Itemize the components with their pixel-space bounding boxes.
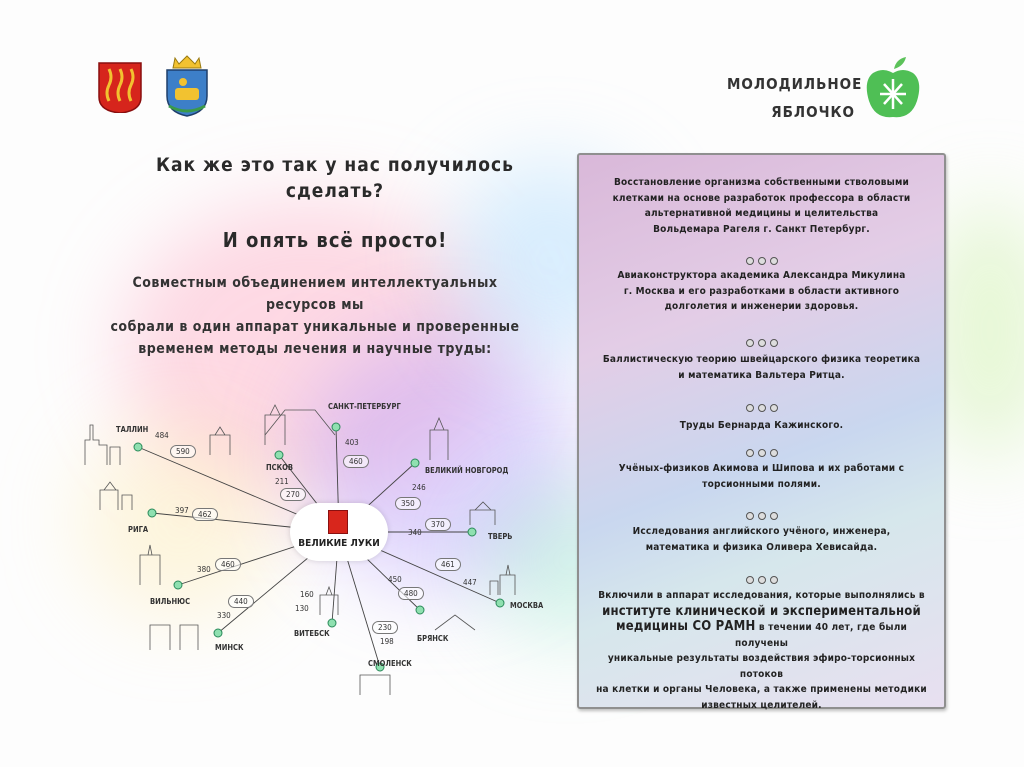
dist-bryansk-b: 480 bbox=[398, 587, 424, 600]
panel-item-1-line: Восстановление организма собственными стволовыми bbox=[614, 177, 909, 188]
dist-vilnius-b: 460 bbox=[215, 558, 241, 571]
dist-moscow-a: 461 bbox=[435, 558, 461, 571]
dist-bryansk-a: 450 bbox=[388, 575, 402, 584]
dist-tver-a: 340 bbox=[408, 528, 422, 537]
dist-riga-b: 462 bbox=[192, 508, 218, 521]
dist-riga-a: 397 bbox=[175, 506, 189, 515]
panel-item-5 bbox=[591, 461, 932, 492]
page-title bbox=[150, 152, 520, 204]
city-moscow: МОСКВА bbox=[510, 601, 544, 610]
panel-item-2-line: Авиаконструктора академика Александра Микулина bbox=[617, 270, 906, 281]
dist-spb-a: 403 bbox=[345, 438, 359, 447]
dist-pskov-b: 270 bbox=[280, 488, 306, 501]
dist-vilnius-a: 380 bbox=[197, 565, 211, 574]
separator-dots bbox=[579, 505, 944, 524]
panel-item-7-emphasis: медицины СО РАМН bbox=[615, 619, 756, 634]
page-subtitle: И опять всё просто! bbox=[222, 228, 448, 252]
city-bryansk: БРЯНСК bbox=[417, 634, 449, 643]
dist-smolensk-b: 198 bbox=[380, 637, 394, 646]
intro-line-3: временем методы лечения и научные труды: bbox=[138, 341, 492, 357]
separator-dots bbox=[579, 397, 944, 416]
intro-text bbox=[95, 272, 535, 360]
city-network-diagram bbox=[70, 385, 570, 715]
dist-smolensk-a: 230 bbox=[372, 621, 398, 634]
panel-item-7-line: на клетки и органы Человека, а также применены методики bbox=[596, 684, 927, 695]
dist-spb-b: 460 bbox=[343, 455, 369, 468]
hub-label: ВЕЛИКИЕ ЛУКИ bbox=[298, 538, 380, 549]
pskov-region-coat-of-arms bbox=[161, 54, 213, 118]
separator-dots bbox=[579, 442, 944, 461]
velikie-luki-flag-icon bbox=[328, 510, 348, 534]
dist-minsk-a: 440 bbox=[228, 595, 254, 608]
dist-tallinn-b: 590 bbox=[170, 445, 196, 458]
panel-item-7-text: в течении 40 лет, где были получены bbox=[734, 622, 908, 649]
dist-tallinn-a: 484 bbox=[155, 431, 169, 440]
title-line-1: Как же это так у нас получилось bbox=[156, 154, 514, 176]
panel-item-4 bbox=[591, 418, 932, 434]
panel-item-7-line: известных целителей. bbox=[701, 699, 822, 711]
panel-item-7-line: Включили в аппарат исследования, которые выполнялись в bbox=[598, 590, 925, 601]
city-riga: РИГА bbox=[128, 525, 149, 534]
title-line-2: сделать? bbox=[285, 180, 385, 202]
separator-dots bbox=[579, 250, 944, 269]
city-vilnius: ВИЛЬНЮС bbox=[150, 597, 191, 606]
panel-item-7-line: институте клинической и экспериментальной bbox=[602, 603, 921, 619]
dist-pskov-a: 211 bbox=[275, 477, 289, 486]
panel-item-3 bbox=[591, 352, 932, 383]
dist-moscow-b: 447 bbox=[463, 578, 477, 587]
brand-name bbox=[727, 70, 863, 126]
city-pskov: ПСКОВ bbox=[266, 463, 293, 472]
panel-item-6-line: математика и физика Оливера Хевисайда. bbox=[645, 541, 878, 553]
brand-line-1: МОЛОДИЛЬНОЕ bbox=[727, 75, 863, 93]
panel-item-6-line: Исследования английского учёного, инженера, bbox=[632, 526, 891, 537]
dist-minsk-b: 330 bbox=[217, 611, 231, 620]
panel-item-5-line: торсионными полями. bbox=[702, 478, 821, 490]
city-minsk: МИНСК bbox=[215, 643, 244, 652]
dist-tver-b: 370 bbox=[425, 518, 451, 531]
panel-item-2 bbox=[591, 268, 932, 315]
hub-velikie-luki bbox=[290, 503, 388, 561]
separator-dots bbox=[579, 569, 944, 588]
city-tallinn: ТАЛЛИН bbox=[116, 425, 149, 434]
panel-item-3-line: Баллистическую теорию швейцарского физика теоретика bbox=[602, 354, 921, 365]
intro-line-1: Совместным объединением интеллектуальных ресурсов мы bbox=[132, 275, 498, 313]
panel-item-1 bbox=[591, 175, 932, 237]
panel-item-2-line: г. Москва и его разработками в области активного bbox=[623, 285, 900, 297]
panel-item-7-line bbox=[591, 619, 932, 651]
dist-vitebsk-a: 160 bbox=[300, 590, 314, 599]
city-novgorod: ВЕЛИКИЙ НОВГОРОД bbox=[425, 466, 509, 475]
achievements-panel bbox=[577, 153, 946, 709]
city-vitebsk: ВИТЕБСК bbox=[294, 629, 330, 638]
city-smolensk: СМОЛЕНСК bbox=[368, 659, 412, 668]
panel-item-6 bbox=[591, 524, 932, 555]
dist-novgorod-b: 350 bbox=[395, 497, 421, 510]
separator-dots bbox=[579, 332, 944, 351]
dist-novgorod-a: 246 bbox=[412, 483, 426, 492]
panel-item-7-line: уникальные результаты воздействия эфиро-торсионных потоков bbox=[607, 653, 916, 680]
city-tver: ТВЕРЬ bbox=[488, 532, 513, 541]
city-spb: САНКТ-ПЕТЕРБУРГ bbox=[328, 402, 401, 411]
panel-item-3-line: и математика Вальтера Ритца. bbox=[678, 369, 845, 381]
brand-line-2: ЯБЛОЧКО bbox=[771, 103, 855, 121]
panel-item-1-line: Вольдемара Рагеля г. Санкт Петербург. bbox=[653, 223, 870, 235]
panel-item-5-line: Учёных-физиков Акимова и Шипова и их работами с bbox=[618, 463, 905, 474]
panel-item-1-line: альтернативной медицины и целительства bbox=[644, 208, 879, 219]
panel-item-2-line: долголетия и инженерии здоровья. bbox=[664, 301, 859, 312]
panel-item-4-line: Труды Бернарда Кажинского. bbox=[679, 420, 844, 431]
velikie-luki-coat-of-arms bbox=[97, 61, 143, 113]
panel-item-1-line: клетками на основе разработок профессора в области bbox=[612, 192, 911, 204]
apple-logo-icon bbox=[864, 55, 922, 121]
dist-vitebsk-b: 130 bbox=[295, 604, 309, 613]
panel-item-7 bbox=[591, 588, 932, 713]
intro-line-2: собрали в один аппарат уникальные и проверенные bbox=[110, 319, 520, 335]
